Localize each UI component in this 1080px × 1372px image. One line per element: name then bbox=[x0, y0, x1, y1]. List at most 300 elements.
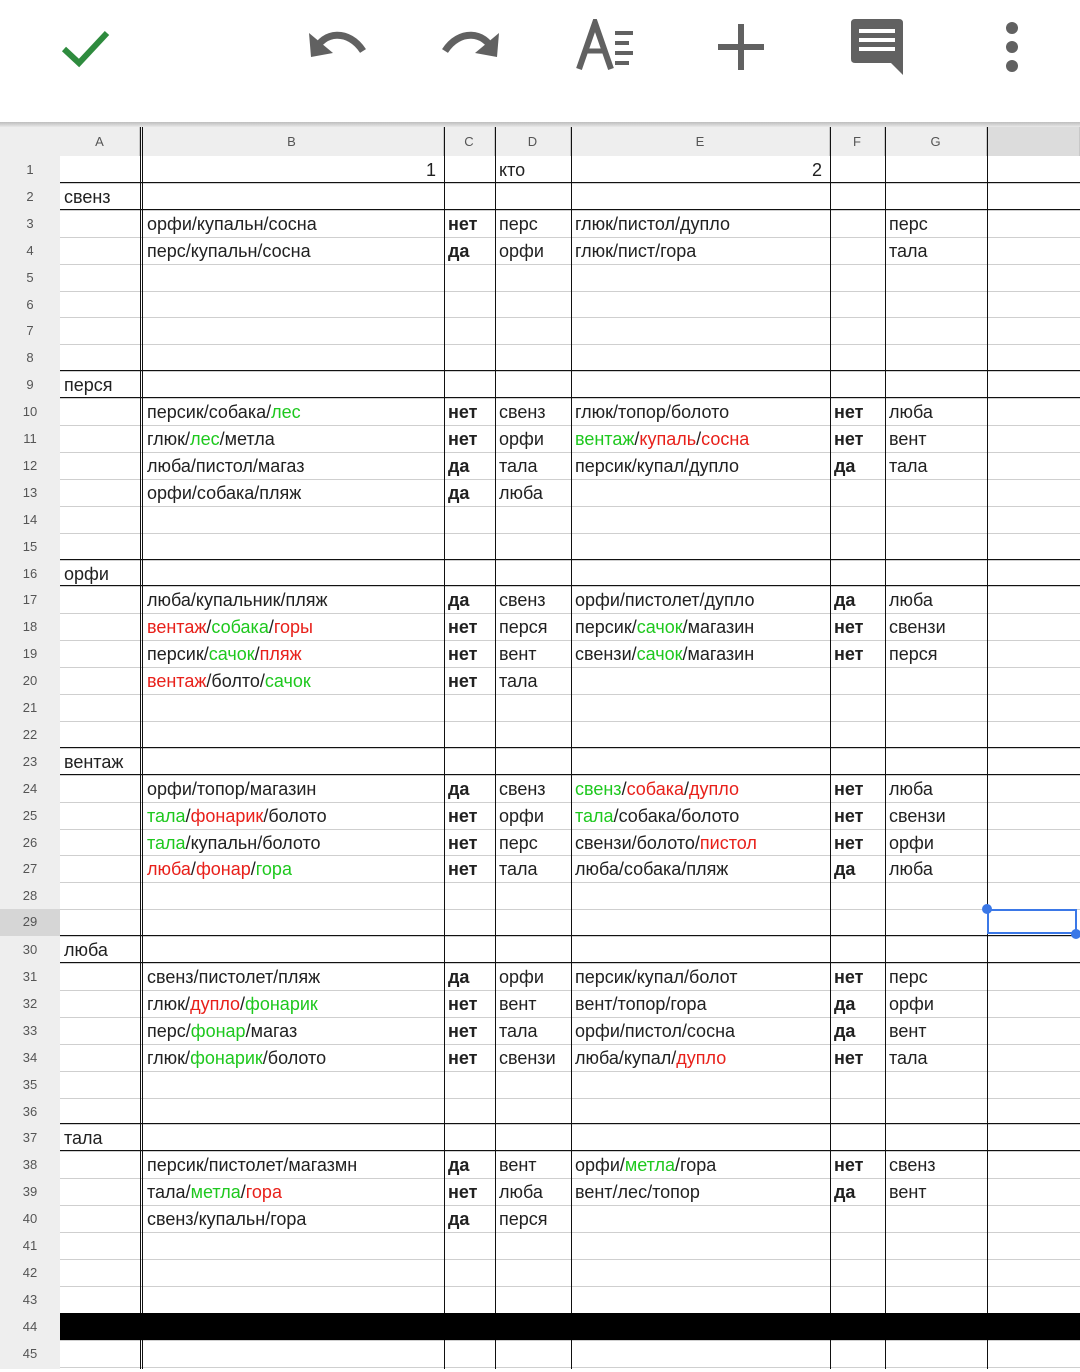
cell-b17[interactable] bbox=[147, 589, 328, 611]
row-separator bbox=[60, 1151, 1080, 1152]
cell-b12[interactable] bbox=[147, 455, 305, 477]
cell-text: /магазин bbox=[682, 617, 755, 638]
column-border bbox=[987, 127, 988, 1369]
cell-c26[interactable] bbox=[448, 832, 477, 854]
cell-text: да bbox=[834, 455, 856, 476]
row-header-20[interactable]: 20 bbox=[22, 673, 38, 689]
row-header-14[interactable]: 14 bbox=[22, 511, 38, 527]
row-header-45[interactable]: 45 bbox=[22, 1345, 38, 1361]
cell-b10[interactable] bbox=[147, 401, 301, 423]
cell-text: гора bbox=[245, 1182, 282, 1203]
cell-text: дупло bbox=[676, 1047, 727, 1068]
column-border bbox=[571, 127, 572, 1369]
cell-text: нет bbox=[448, 832, 478, 853]
row-separator bbox=[60, 1232, 1080, 1233]
cell-c3[interactable] bbox=[448, 213, 477, 235]
row-separator bbox=[60, 560, 1080, 561]
row-header-34[interactable]: 34 bbox=[22, 1049, 38, 1065]
cell-c13[interactable] bbox=[448, 482, 469, 504]
row-separator bbox=[60, 237, 1080, 238]
row-separator bbox=[60, 1178, 1080, 1179]
cell-text: /купальн/болото bbox=[185, 832, 321, 853]
cell-e19[interactable] bbox=[575, 643, 754, 665]
cell-text: орфи bbox=[499, 429, 544, 449]
cell-text: перс/купальн/сосна bbox=[147, 240, 311, 261]
cell-a23[interactable] bbox=[64, 751, 123, 773]
cell-f10[interactable] bbox=[834, 401, 863, 423]
cell-d32[interactable] bbox=[499, 993, 537, 1015]
cell-text: нет bbox=[448, 1182, 478, 1203]
redo-icon bbox=[439, 25, 503, 69]
cell-b3[interactable] bbox=[147, 213, 317, 235]
column-header-b[interactable]: B bbox=[140, 127, 444, 156]
row-header-18[interactable]: 18 bbox=[22, 619, 38, 635]
cell-d3[interactable] bbox=[499, 213, 538, 235]
cell-g33[interactable] bbox=[889, 1020, 927, 1042]
row-header-8[interactable]: 8 bbox=[26, 350, 34, 366]
cell-text: свенз bbox=[64, 186, 111, 207]
column-header-bar bbox=[0, 127, 1080, 156]
column-header-h[interactable] bbox=[987, 127, 1080, 156]
more-button[interactable] bbox=[977, 12, 1047, 82]
cell-text: / bbox=[240, 1182, 246, 1203]
cell-g17[interactable] bbox=[889, 589, 933, 611]
cell-d11[interactable] bbox=[499, 428, 544, 450]
cell-text: / bbox=[240, 993, 246, 1014]
cell-d12[interactable] bbox=[499, 455, 538, 477]
cell-f31[interactable] bbox=[834, 966, 863, 988]
cell-text: орфи bbox=[889, 832, 934, 853]
cell-text: перс bbox=[889, 213, 928, 234]
cell-c17[interactable] bbox=[448, 589, 469, 611]
cell-d34[interactable] bbox=[499, 1047, 556, 1069]
cell-e10[interactable] bbox=[575, 401, 729, 423]
cell-text: гора bbox=[255, 859, 292, 880]
cell-d4[interactable] bbox=[499, 240, 544, 262]
cell-b25[interactable] bbox=[147, 805, 327, 827]
row-header-23[interactable]: 23 bbox=[22, 753, 38, 769]
cell-text: /болото bbox=[262, 1047, 327, 1068]
column-header-d[interactable]: D bbox=[495, 127, 571, 156]
row-header-44[interactable]: 44 bbox=[22, 1318, 38, 1334]
row-border bbox=[60, 585, 1080, 586]
cell-b13[interactable] bbox=[147, 482, 301, 504]
row-header-27[interactable]: 27 bbox=[22, 861, 38, 877]
cell-g34[interactable] bbox=[889, 1047, 928, 1069]
row-header-4[interactable]: 4 bbox=[26, 242, 34, 258]
row-separator bbox=[60, 1071, 1080, 1072]
cell-e25[interactable] bbox=[575, 805, 739, 827]
cell-f34[interactable] bbox=[834, 1047, 863, 1069]
cell-g27[interactable] bbox=[889, 858, 933, 880]
row-header-35[interactable]: 35 bbox=[22, 1076, 38, 1092]
cell-d17[interactable] bbox=[499, 589, 546, 611]
redo-button[interactable] bbox=[436, 12, 506, 82]
cell-g19[interactable] bbox=[889, 643, 938, 665]
cell-b19[interactable] bbox=[147, 643, 302, 665]
cell-d27[interactable] bbox=[499, 858, 538, 880]
row-header-3[interactable]: 3 bbox=[26, 215, 34, 231]
row-separator bbox=[60, 533, 1080, 534]
cell-b24[interactable] bbox=[147, 778, 316, 800]
cell-text: вент bbox=[889, 429, 927, 449]
plus-icon bbox=[716, 22, 766, 72]
undo-button[interactable] bbox=[302, 12, 372, 82]
cell-text: /собака/болото bbox=[613, 805, 740, 826]
row-border bbox=[60, 774, 1080, 775]
cell-f27[interactable] bbox=[834, 858, 855, 880]
cell-text: пляж bbox=[259, 644, 302, 665]
column-border bbox=[142, 127, 143, 1369]
cell-b11[interactable] bbox=[147, 428, 275, 450]
cell-b34[interactable] bbox=[147, 1047, 326, 1069]
cell-g31[interactable] bbox=[889, 966, 928, 988]
cell-text: глюк/топор/болото bbox=[575, 402, 730, 423]
cell-g25[interactable] bbox=[889, 805, 946, 827]
cell-text: свензи/болото/ bbox=[575, 832, 700, 853]
row-header-42[interactable]: 42 bbox=[22, 1264, 38, 1280]
cell-text: метла bbox=[190, 1182, 241, 1203]
cell-b18[interactable] bbox=[147, 616, 313, 638]
text-format-icon bbox=[575, 19, 639, 75]
cell-d31[interactable] bbox=[499, 966, 544, 988]
cell-f32[interactable] bbox=[834, 993, 855, 1015]
row-separator bbox=[60, 990, 1080, 991]
cell-f12[interactable] bbox=[834, 455, 855, 477]
cell-text: люба bbox=[499, 482, 543, 503]
cell-c40[interactable] bbox=[448, 1208, 469, 1230]
cell-text: / bbox=[684, 778, 690, 799]
cell-g4[interactable] bbox=[889, 240, 928, 262]
row-border bbox=[60, 182, 1080, 183]
cell-d40[interactable] bbox=[499, 1208, 548, 1230]
cell-text: люба/собака/пляж bbox=[575, 859, 729, 880]
cell-text: собака bbox=[626, 778, 684, 799]
cell-b1[interactable] bbox=[143, 159, 436, 181]
cell-e11[interactable] bbox=[575, 428, 749, 450]
cell-d38[interactable] bbox=[499, 1154, 537, 1176]
row-header-16[interactable]: 16 bbox=[22, 565, 38, 581]
cell-b26[interactable] bbox=[147, 832, 321, 854]
cell-c12[interactable] bbox=[448, 455, 469, 477]
cell-text: вент bbox=[889, 1182, 927, 1203]
row-header-15[interactable]: 15 bbox=[22, 538, 38, 554]
cell-f33[interactable] bbox=[834, 1020, 855, 1042]
cell-b32[interactable] bbox=[147, 993, 318, 1015]
cell-c31[interactable] bbox=[448, 966, 469, 988]
cell-d33[interactable] bbox=[499, 1020, 538, 1042]
row-separator bbox=[60, 748, 1080, 749]
cell-c27[interactable] bbox=[448, 858, 477, 880]
row-header-2[interactable]: 2 bbox=[26, 188, 34, 204]
cell-f24[interactable] bbox=[834, 778, 863, 800]
row-header-19[interactable]: 19 bbox=[22, 646, 38, 662]
cell-f18[interactable] bbox=[834, 616, 863, 638]
cell-text: /магазин bbox=[682, 644, 755, 665]
row-border bbox=[60, 397, 1080, 398]
cell-d13[interactable] bbox=[499, 482, 543, 504]
cell-text: тала bbox=[499, 455, 538, 476]
cell-g12[interactable] bbox=[889, 455, 928, 477]
cell-text: персик/купал/дупло bbox=[575, 455, 740, 476]
cell-f26[interactable] bbox=[834, 832, 863, 854]
cell-c25[interactable] bbox=[448, 805, 477, 827]
cell-c32[interactable] bbox=[448, 993, 477, 1015]
cell-a16[interactable] bbox=[64, 563, 109, 585]
cell-text: люба bbox=[499, 1182, 543, 1203]
cell-c24[interactable] bbox=[448, 778, 469, 800]
cell-g10[interactable] bbox=[889, 401, 933, 423]
cell-text: /болото bbox=[263, 805, 327, 826]
row-header-39[interactable]: 39 bbox=[22, 1184, 38, 1200]
column-border bbox=[885, 127, 886, 1369]
cell-text: тала bbox=[499, 859, 538, 880]
cell-text: фонар bbox=[195, 859, 251, 880]
cell-d10[interactable] bbox=[499, 401, 546, 423]
cell-text: / bbox=[190, 859, 196, 880]
cell-e33[interactable] bbox=[575, 1020, 735, 1042]
row-header-31[interactable]: 31 bbox=[22, 969, 38, 984]
column-header-g[interactable]: G bbox=[885, 127, 987, 156]
row-header-30[interactable]: 30 bbox=[22, 942, 38, 958]
cell-f19[interactable] bbox=[834, 643, 863, 665]
cell-text: свенз bbox=[889, 1155, 936, 1176]
cell-text: люба/купал/ bbox=[575, 1047, 677, 1068]
cell-b39[interactable] bbox=[147, 1181, 282, 1203]
cell-e1[interactable] bbox=[571, 159, 822, 181]
cell-a30[interactable] bbox=[64, 939, 108, 961]
column-header-f[interactable]: F bbox=[830, 127, 885, 156]
cell-a37[interactable] bbox=[64, 1127, 103, 1149]
row-header-33[interactable]: 33 bbox=[22, 1022, 38, 1038]
row-header-bar bbox=[0, 156, 60, 1369]
row-header-26[interactable]: 26 bbox=[22, 834, 38, 850]
row-separator bbox=[60, 264, 1080, 265]
cell-text: да bbox=[834, 1182, 856, 1203]
format-text-button[interactable] bbox=[572, 12, 642, 82]
row-border bbox=[60, 962, 1080, 963]
cell-d26[interactable] bbox=[499, 832, 538, 854]
cell-c10[interactable] bbox=[448, 401, 477, 423]
toolbar bbox=[0, 0, 1080, 124]
cell-e38[interactable] bbox=[575, 1154, 716, 1176]
cell-g32[interactable] bbox=[889, 993, 934, 1015]
cell-text: сачок bbox=[636, 617, 683, 638]
cell-text: нет bbox=[448, 213, 478, 234]
cell-text: да bbox=[448, 967, 470, 987]
cell-a9[interactable] bbox=[64, 374, 113, 396]
cell-text: купаль bbox=[639, 429, 697, 449]
cell-f17[interactable] bbox=[834, 589, 855, 611]
row-header-37[interactable]: 37 bbox=[22, 1130, 38, 1146]
cell-text: / bbox=[696, 429, 702, 449]
cell-text: нет bbox=[448, 429, 478, 449]
cell-g18[interactable] bbox=[889, 616, 946, 638]
cell-c39[interactable] bbox=[448, 1181, 477, 1203]
cell-text: нет bbox=[448, 644, 478, 665]
cell-text: /болто/ bbox=[206, 671, 265, 692]
cell-text: свенз/купальн/гора bbox=[147, 1209, 307, 1230]
cell-b33[interactable] bbox=[147, 1020, 297, 1042]
insert-button[interactable] bbox=[706, 12, 776, 82]
cell-text: вент bbox=[499, 1155, 537, 1176]
row-header-1[interactable]: 1 bbox=[26, 162, 34, 177]
cell-text: перс/ bbox=[147, 1020, 191, 1041]
cell-d1[interactable] bbox=[499, 159, 525, 181]
row-border bbox=[60, 935, 1080, 936]
cell-b27[interactable] bbox=[147, 858, 292, 880]
row-header-6[interactable]: 6 bbox=[26, 296, 34, 312]
cell-e24[interactable] bbox=[575, 778, 739, 800]
row-border bbox=[60, 559, 1080, 560]
cell-text: нет bbox=[448, 859, 478, 880]
cell-e12[interactable] bbox=[575, 455, 739, 477]
column-header-c[interactable]: C bbox=[444, 127, 495, 156]
row-header-38[interactable]: 38 bbox=[22, 1157, 38, 1173]
cell-c38[interactable] bbox=[448, 1154, 469, 1176]
cell-d39[interactable] bbox=[499, 1181, 543, 1203]
row-separator bbox=[60, 1259, 1080, 1260]
row-header-28[interactable]: 28 bbox=[22, 888, 38, 904]
row-header-40[interactable]: 40 bbox=[22, 1211, 38, 1227]
cell-d19[interactable] bbox=[499, 643, 537, 665]
cell-g38[interactable] bbox=[889, 1154, 936, 1176]
cell-text: глюк/ bbox=[147, 993, 191, 1014]
cell-d24[interactable] bbox=[499, 778, 546, 800]
cell-text: люба/купальник/пляж bbox=[147, 590, 328, 611]
sheet-grid[interactable] bbox=[60, 156, 1080, 1369]
cell-text: / bbox=[206, 617, 212, 638]
cell-text: тала bbox=[575, 805, 614, 826]
done-button[interactable] bbox=[50, 12, 120, 82]
row-separator bbox=[60, 829, 1080, 830]
row-header-32[interactable]: 32 bbox=[22, 995, 38, 1011]
cell-e17[interactable] bbox=[575, 589, 754, 611]
cell-text: персик/ bbox=[575, 617, 637, 638]
column-border bbox=[830, 127, 831, 1369]
cell-text: люба bbox=[889, 859, 933, 880]
cell-text: /метла bbox=[219, 429, 275, 449]
cell-b40[interactable] bbox=[147, 1208, 306, 1230]
cell-e3[interactable] bbox=[575, 213, 730, 235]
row-header-24[interactable]: 24 bbox=[22, 780, 38, 796]
cell-text: 2 bbox=[811, 160, 822, 180]
row-header-43[interactable]: 43 bbox=[22, 1291, 38, 1307]
cell-b4[interactable] bbox=[147, 240, 311, 262]
row-border bbox=[60, 1150, 1080, 1151]
cell-text: да bbox=[448, 1209, 470, 1230]
cell-g24[interactable] bbox=[889, 778, 933, 800]
cell-c34[interactable] bbox=[448, 1047, 477, 1069]
cell-e18[interactable] bbox=[575, 616, 754, 638]
cell-text: тала bbox=[64, 1128, 103, 1149]
row-separator bbox=[60, 1367, 1080, 1368]
cell-c11[interactable] bbox=[448, 428, 477, 450]
cell-text: лес bbox=[190, 429, 220, 449]
row-separator bbox=[60, 425, 1080, 426]
cell-c4[interactable] bbox=[448, 240, 469, 262]
cell-b31[interactable] bbox=[147, 966, 320, 988]
cell-text: да bbox=[448, 482, 470, 503]
row-header-41[interactable]: 41 bbox=[22, 1238, 38, 1253]
cell-e32[interactable] bbox=[575, 993, 707, 1015]
row-separator bbox=[60, 344, 1080, 345]
row-header-25[interactable]: 25 bbox=[22, 807, 38, 823]
cell-f38[interactable] bbox=[834, 1154, 863, 1176]
row-header-22[interactable]: 22 bbox=[22, 726, 38, 742]
cell-c18[interactable] bbox=[448, 616, 477, 638]
selected-cell[interactable] bbox=[987, 909, 1077, 934]
cell-text: нет bbox=[448, 805, 478, 826]
cell-c20[interactable] bbox=[448, 670, 477, 692]
cell-e27[interactable] bbox=[575, 858, 728, 880]
row-header-21[interactable]: 21 bbox=[22, 700, 38, 715]
cell-b20[interactable] bbox=[147, 670, 311, 692]
cell-d25[interactable] bbox=[499, 805, 544, 827]
row-header-29[interactable]: 29 bbox=[0, 909, 60, 936]
cell-c33[interactable] bbox=[448, 1020, 477, 1042]
column-header-a[interactable]: A bbox=[60, 127, 140, 156]
cell-g26[interactable] bbox=[889, 832, 934, 854]
column-border bbox=[140, 127, 141, 1369]
cell-e39[interactable] bbox=[575, 1181, 700, 1203]
row-header-5[interactable]: 5 bbox=[26, 269, 34, 285]
row-separator bbox=[60, 183, 1080, 184]
cell-b38[interactable] bbox=[147, 1154, 357, 1176]
column-header-e[interactable]: E bbox=[571, 127, 830, 156]
row-header-7[interactable]: 7 bbox=[26, 323, 34, 339]
cell-e31[interactable] bbox=[575, 966, 738, 988]
row-header-17[interactable]: 17 bbox=[22, 592, 38, 608]
cell-g11[interactable] bbox=[889, 428, 927, 450]
row-header-11[interactable]: 11 bbox=[23, 431, 37, 446]
row-separator bbox=[60, 855, 1080, 856]
cell-text: нет bbox=[834, 805, 864, 826]
cell-f39[interactable] bbox=[834, 1181, 855, 1203]
cell-text: горы bbox=[273, 617, 313, 638]
cell-f25[interactable] bbox=[834, 805, 863, 827]
row-separator bbox=[60, 506, 1080, 507]
cell-d18[interactable] bbox=[499, 616, 548, 638]
more-vertical-icon bbox=[1002, 21, 1022, 73]
cell-a2[interactable] bbox=[64, 186, 111, 208]
cell-text: нет bbox=[834, 967, 864, 987]
cell-text: орфи bbox=[64, 563, 109, 584]
cell-text: орфи/пистол/сосна bbox=[575, 1020, 736, 1041]
cell-f11[interactable] bbox=[834, 428, 863, 450]
row-header-10[interactable]: 10 bbox=[22, 404, 38, 420]
row-header-12[interactable]: 12 bbox=[22, 457, 38, 473]
cell-text: пистол bbox=[699, 832, 757, 853]
cell-c19[interactable] bbox=[448, 643, 477, 665]
comment-button[interactable] bbox=[842, 12, 912, 82]
row-header-13[interactable]: 13 bbox=[22, 484, 38, 500]
cell-e26[interactable] bbox=[575, 832, 757, 854]
cell-g39[interactable] bbox=[889, 1181, 927, 1203]
row-header-36[interactable]: 36 bbox=[22, 1103, 38, 1119]
cell-text: тала bbox=[147, 805, 186, 826]
cell-g3[interactable] bbox=[889, 213, 928, 235]
cell-text: перся bbox=[889, 644, 938, 665]
cell-e34[interactable] bbox=[575, 1047, 726, 1069]
cell-text: орфи/топор/магазин bbox=[147, 778, 317, 799]
cell-e4[interactable] bbox=[575, 240, 696, 262]
cell-d20[interactable] bbox=[499, 670, 538, 692]
cell-text: глюк/пистол/дупло bbox=[575, 213, 730, 234]
selection-handle[interactable] bbox=[1071, 929, 1080, 939]
cell-text: тала bbox=[889, 240, 928, 261]
row-header-9[interactable]: 9 bbox=[26, 377, 34, 393]
